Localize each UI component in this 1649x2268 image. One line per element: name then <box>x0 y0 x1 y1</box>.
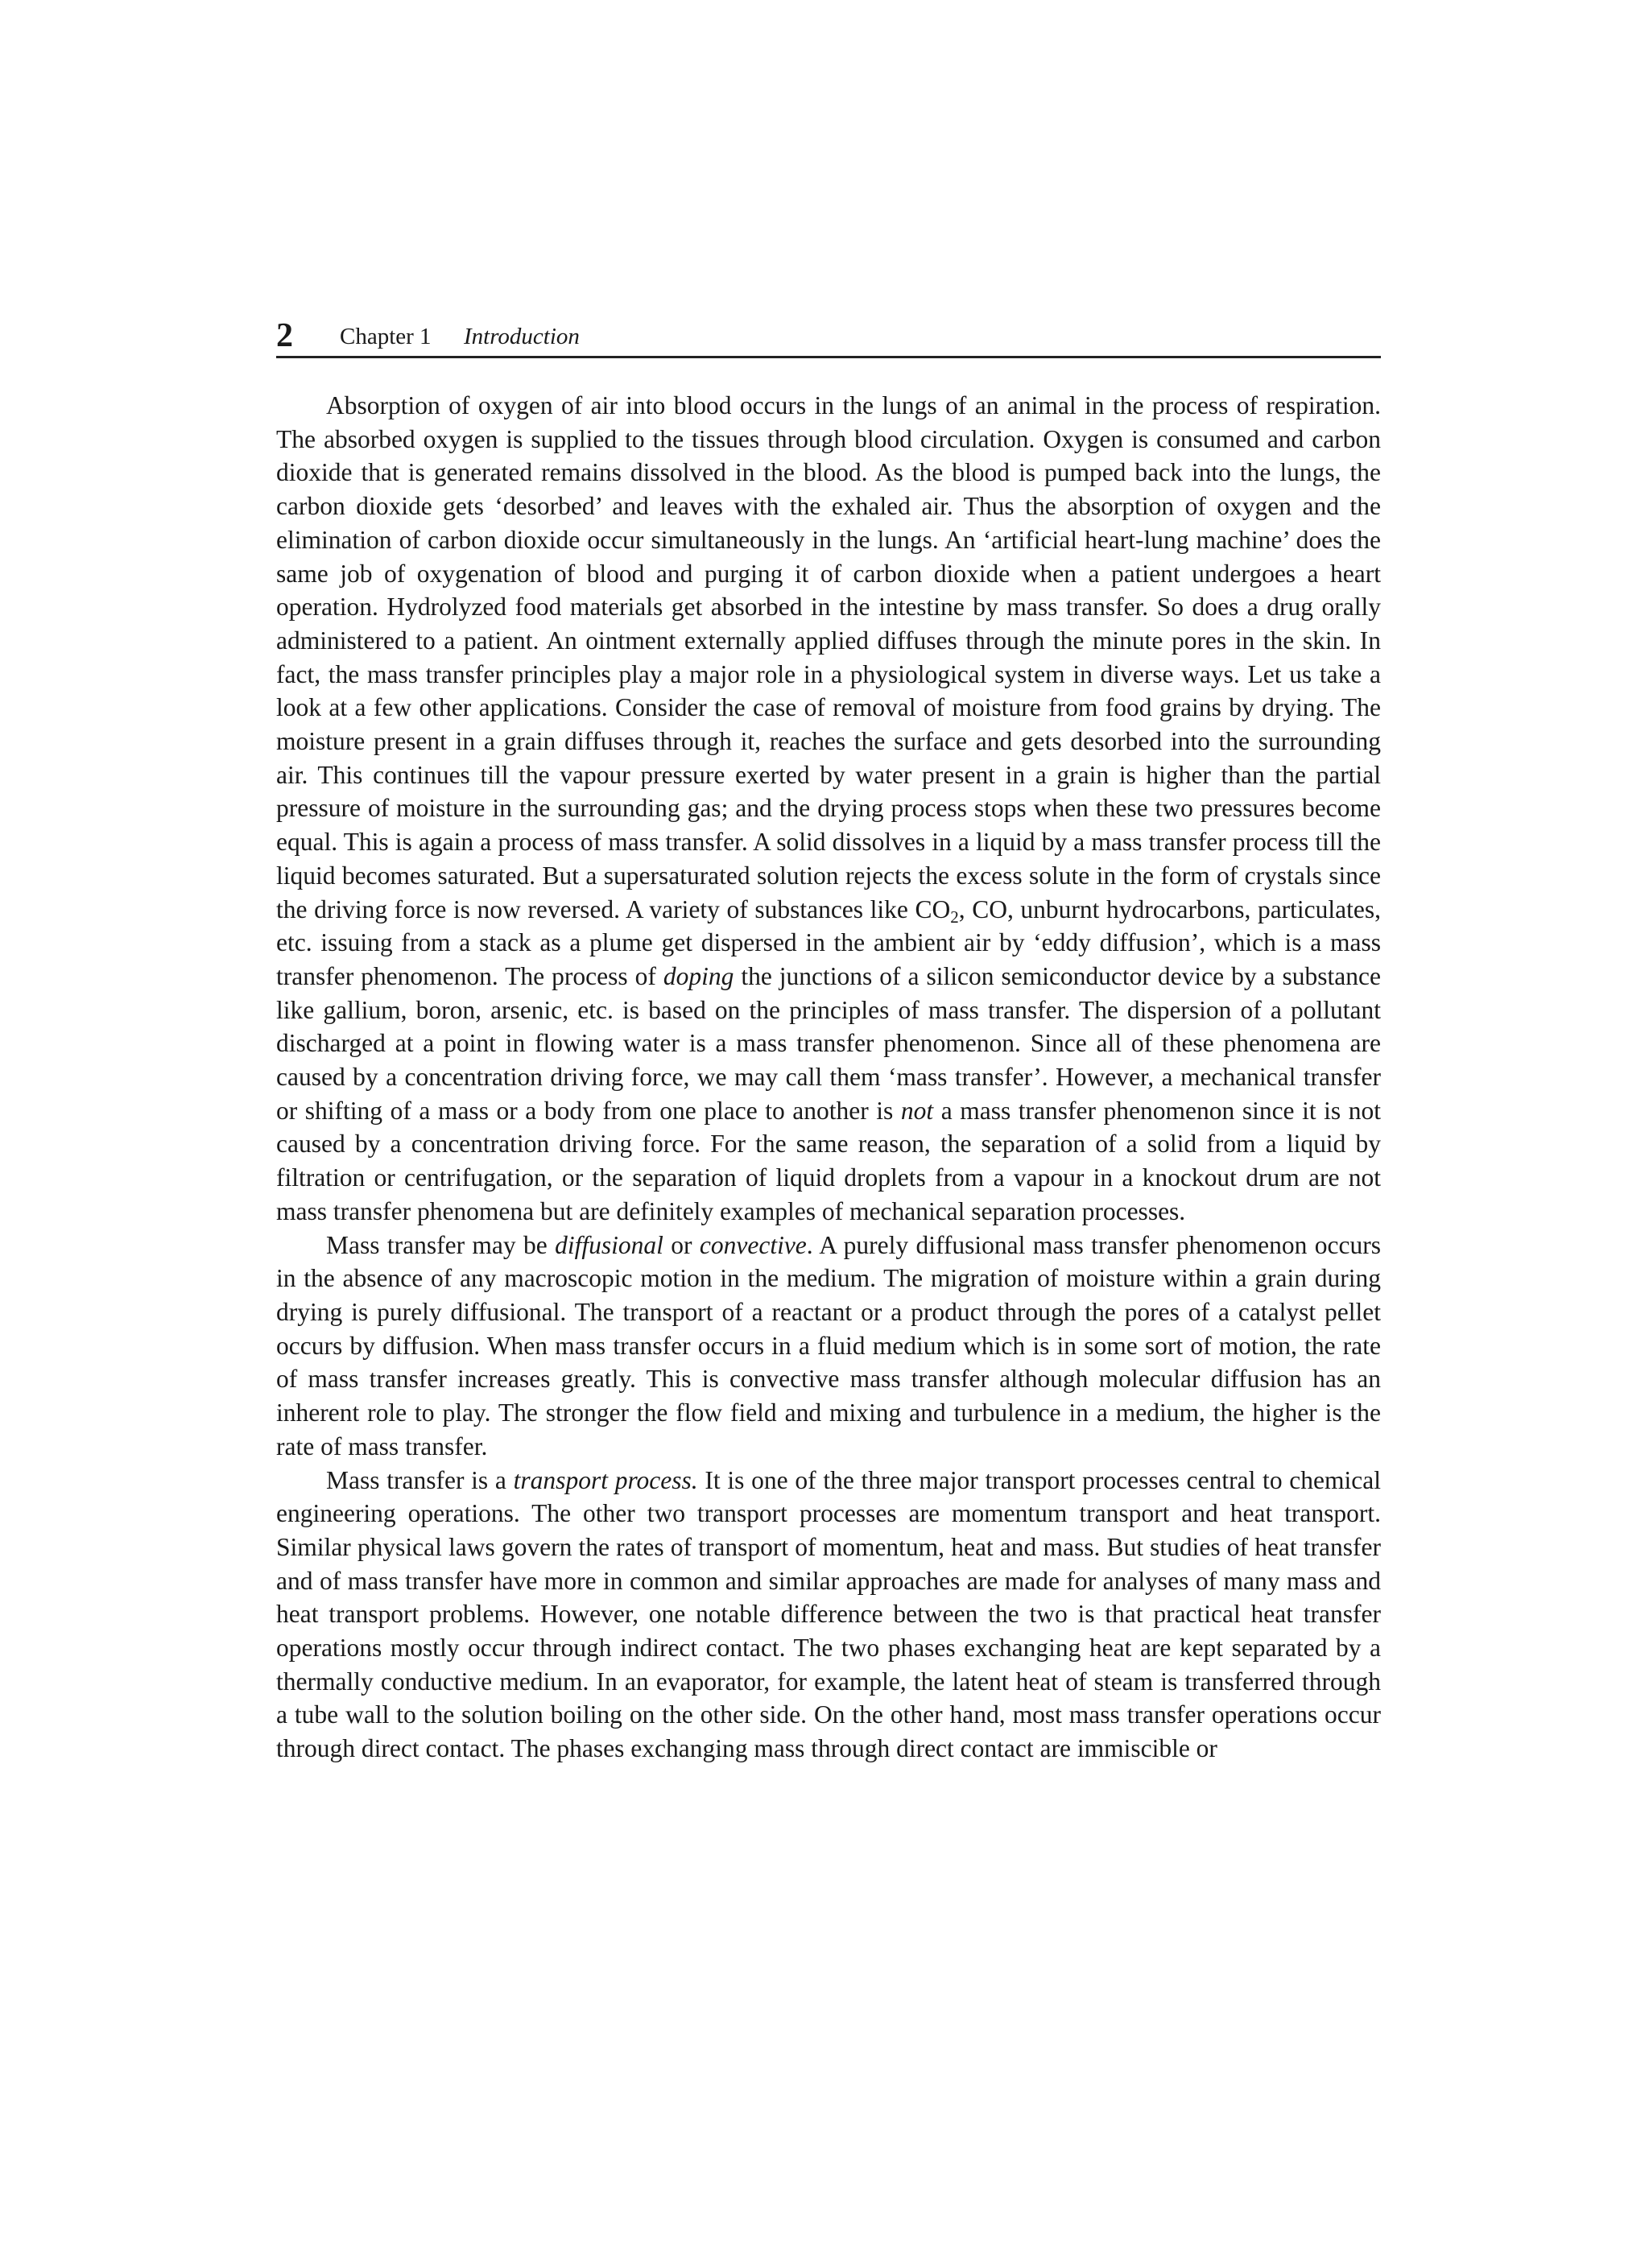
chapter-label: Chapter 1 <box>340 324 432 349</box>
text-run: a mass transfer phenomenon since it is not caused by a concentration driving force. For the same reason, the separation of a solid from a liquid by filtration or centrifugation, or the separation of liquid droplets from a vapour in a knockout drum are not mass transfer phenomena but are definitely examples of mechanical separation processes. <box>276 1096 1381 1225</box>
italic-term-doping: doping <box>663 961 734 990</box>
text-run: . A purely diffusional mass transfer phenomenon occurs in the absence of any macroscopic motion in the medium. The migration of moisture within a grain during drying is purely diffusional. The transport of a reactant or a product through the pores of a catalyst pellet occurs by diffusion. When mass transfer occurs in a fluid medium which is in some sort of motion, the rate of mass transfer increases greatly. This is convective mass transfer although molecular diffusion has an inherent role to play. The stronger the flow field and mixing and turbulence in a medium, the higher is the rate of mass transfer. <box>276 1230 1381 1460</box>
text-run: Mass transfer is a <box>326 1465 514 1494</box>
running-header <box>276 316 1381 358</box>
chapter-title: Introduction <box>464 324 580 349</box>
paragraph-2 <box>276 1229 1381 1464</box>
italic-term-diffusional: diffusional <box>555 1230 663 1259</box>
italic-term-convective: convective <box>699 1230 807 1259</box>
paragraph-1 <box>276 389 1381 1229</box>
text-run: Mass transfer may be <box>326 1230 556 1259</box>
subscript: 2 <box>950 907 959 927</box>
text-run: or <box>663 1230 700 1259</box>
text-run: Absorption of oxygen of air into blood occurs in the lungs of an animal in the process of respiration. The absorbed oxygen is supplied to the tissues through blood circulation. Oxygen is consumed and carbon dioxide that is generated remains dissolved in the blood. As the blood is pumped back into the lungs, the carbon dioxide gets ‘desorbed’ and leaves with the exhaled air. Thus the absorption of oxygen and the elimination of carbon dioxide occur simultaneously in the lungs. An ‘artificial heart-lung machine’ does the same job of oxygenation of blood and purging it of carbon dioxide when a patient undergoes a heart operation. Hydrolyzed food materials get absorbed in the intestine by mass transfer. So does a drug orally administered to a patient. An ointment externally applied diffuses through the minute pores in the skin. In fact, the mass transfer principles play a major role in a physiological system in diverse ways. Let us take a look at a few other applications. Consider the case of removal of moisture from food grains by drying. The moisture present in a grain diffuses through it, reaches the surface and gets desorbed into the surrounding air. This continues till the vapour pressure exerted by water present in a grain is higher than the partial pressure of moisture in the surrounding gas; and the drying process stops when these two pressures become equal. This is again a process of mass transfer. A solid dissolves in a liquid by a mass transfer process till the liquid becomes saturated. But a supersaturated solution rejects the excess solute in the form of crystals since the driving force is now reversed. A variety of substances like CO <box>276 391 1381 923</box>
text-run: , CO, unburnt hydrocarbons, particulates, etc. issuing from a stack as a plume get dispersed in the ambient air by ‘eddy diffusion’, which is a mass transfer phenomenon. The process of <box>276 894 1381 990</box>
text-run: the junctions of a silicon semiconductor device by a substance like gallium, boron, arsenic, etc. is based on the principles of mass transfer. The dispersion of a pollutant discharged at a point in flowing water is a mass transfer phenomenon. Since all of these phenomena are caused by a concentration driving force, we may call them ‘mass transfer’. However, a mechanical transfer or shifting of a mass or a body from one place to another is <box>276 961 1381 1125</box>
italic-term-not: not <box>900 1096 934 1125</box>
paragraph-3 <box>276 1464 1381 1766</box>
page-number: 2 <box>276 317 293 354</box>
italic-term-transport-process: transport process. <box>513 1465 698 1494</box>
text-run: It is one of the three major transport processes central to chemical engineering operations. The other two transport processes are momentum transport and heat transport. Similar physical laws govern the rates of transport of momentum, heat and mass. But studies of heat transfer and of mass transfer have more in common and similar approaches are made for analyses of many mass and heat transport problems. However, one notable difference between the two is that practical heat transfer operations mostly occur through indirect contact. The two phases exchanging heat are kept separated by a thermally conductive medium. In an evaporator, for example, the latent heat of steam is transferred through a tube wall to the solution boiling on the other side. On the other hand, most mass transfer operations occur through direct contact. The phases exchanging mass through direct contact are immiscible or <box>276 1465 1381 1763</box>
body-text <box>276 389 1381 1766</box>
